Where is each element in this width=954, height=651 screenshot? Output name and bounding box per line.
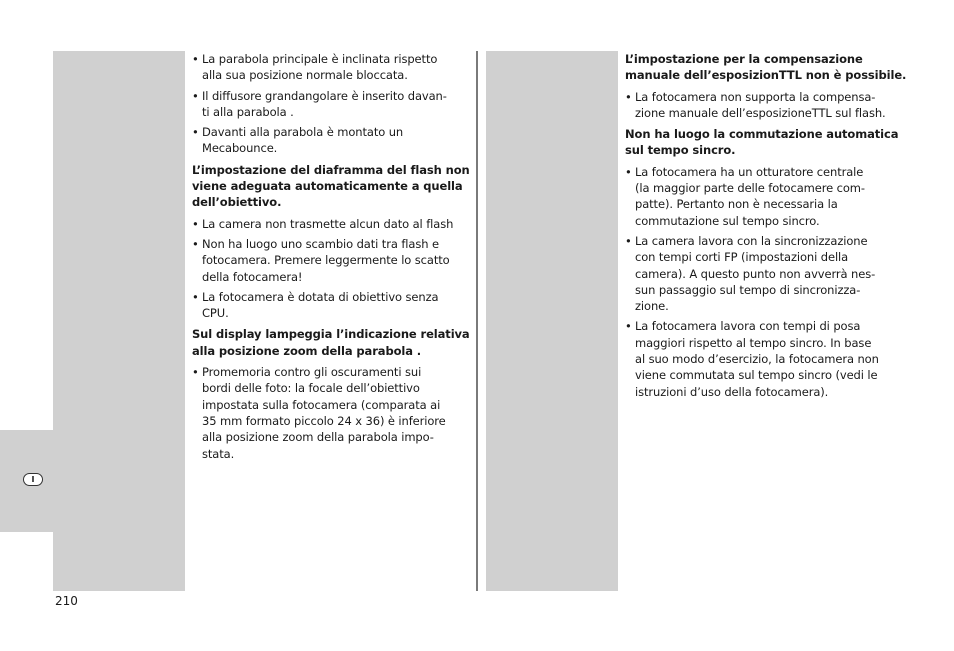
bullet-icon: • [192,88,199,103]
bullet-icon: • [625,164,632,179]
list-item [625,233,915,314]
list-item-line: (la maggior parte delle fotocamere com- [635,181,865,196]
bullet-list [192,51,472,157]
list-item-line: viene commutata sul tempo sincro (vedi le [635,368,878,383]
list-item-line: alla posizione zoom della parabola impo- [202,430,434,445]
section-heading [625,126,915,159]
right-text-column [625,51,915,405]
list-item [192,88,472,121]
section-heading [192,326,472,359]
column-divider [476,51,478,591]
list-item-line: Non ha luogo uno scambio dati tra flash e [202,236,439,251]
list-item-line: sun passaggio sul tempo di sincronizza- [635,282,861,297]
list-item-line: maggiori rispetto al tempo sincro. In base [635,335,872,350]
section-heading [625,51,915,84]
list-item-line: patte). Pertanto non è necessaria la [635,197,838,212]
list-item-line: La fotocamera è dotata di obiettivo senza [202,289,439,304]
list-item-line: commutazione sul tempo sincro. [635,213,820,228]
bullet-icon: • [192,289,199,304]
heading-line: L’impostazione per la compensazione [625,52,863,66]
list-item-line: zione. [635,299,669,314]
list-item-line: La fotocamera lavora con tempi di posa [635,319,861,334]
heading-line: manuale dell’esposizionTTL non è possibile. [625,68,907,83]
list-item [192,216,472,232]
page-number: 210 [55,594,78,608]
list-item-line: ti alla parabola . [202,104,294,119]
section-heading [192,162,472,211]
bullet-icon: • [192,236,199,251]
list-item-line: bordi delle foto: la focale dell’obiettivo [202,381,420,396]
list-item [192,124,472,157]
list-item-line: 35 mm formato piccolo 24 x 36) è inferiore [202,413,446,428]
list-item [192,289,472,322]
bullet-list [192,216,472,322]
list-item-line: La fotocamera non supporta la compensa- [635,89,876,104]
list-item [192,51,472,84]
list-item-line: camera). A questo punto non avverrà nes- [635,266,876,281]
list-item-line: con tempi corti FP (impostazioni della [635,250,849,265]
bullet-list [625,164,915,400]
bullet-icon: • [192,365,199,380]
bullet-icon: • [192,52,199,66]
heading-line: alla posizione zoom della parabola . [192,343,422,358]
left-margin-panel [53,51,185,591]
list-item-line: Il diffusore grandangolare è inserito davan- [202,88,447,103]
bullet-icon: • [625,233,632,248]
heading-line: viene adeguata automaticamente a quella [192,179,463,194]
list-item-line: La camera non trasmette alcun dato al flash [202,216,454,231]
language-badge: I [23,473,43,486]
bullet-icon: • [625,89,632,104]
list-item [625,164,915,229]
bullet-list [625,89,915,122]
heading-line: Sul display lampeggia l’indicazione relativa [192,327,470,342]
bullet-list [192,364,472,462]
heading-line: L’impostazione del diaframma del flash non [192,162,470,177]
left-text-column [192,51,472,467]
list-item-line: Mecabounce. [202,141,278,156]
list-item-line: La parabola principale è inclinata rispetto [202,52,438,66]
list-item-line: della fotocamera! [202,269,303,284]
list-item-line: istruzioni d’uso della fotocamera). [635,384,829,399]
list-item-line: Davanti alla parabola è montato un [202,125,404,140]
list-item-line: Promemoria contro gli oscuramenti sui [202,365,422,380]
bullet-icon: • [192,125,199,140]
list-item [625,318,915,399]
heading-line: sul tempo sincro. [625,143,736,158]
list-item-line: impostata sulla fotocamera (comparata ai [202,397,441,412]
bullet-icon: • [192,216,199,231]
list-item [625,89,915,122]
heading-line: dell’obiettivo. [192,195,282,210]
list-item-line: alla sua posizione normale bloccata. [202,68,408,83]
list-item-line: stata. [202,446,235,461]
list-item-line: La camera lavora con la sincronizzazione [635,233,868,248]
list-item [192,364,472,462]
list-item-line: zione manuale dell’esposizioneTTL sul flash. [635,105,886,120]
list-item-line: La fotocamera ha un otturatore centrale [635,164,864,179]
bullet-icon: • [625,319,632,334]
list-item-line: CPU. [202,306,229,321]
list-item-line: al suo modo d’esercizio, la fotocamera non [635,352,879,367]
list-item-line: fotocamera. Premere leggermente lo scatto [202,253,450,268]
right-margin-panel [486,51,618,591]
list-item [192,236,472,285]
heading-line: Non ha luogo la commutazione automatica [625,127,899,142]
